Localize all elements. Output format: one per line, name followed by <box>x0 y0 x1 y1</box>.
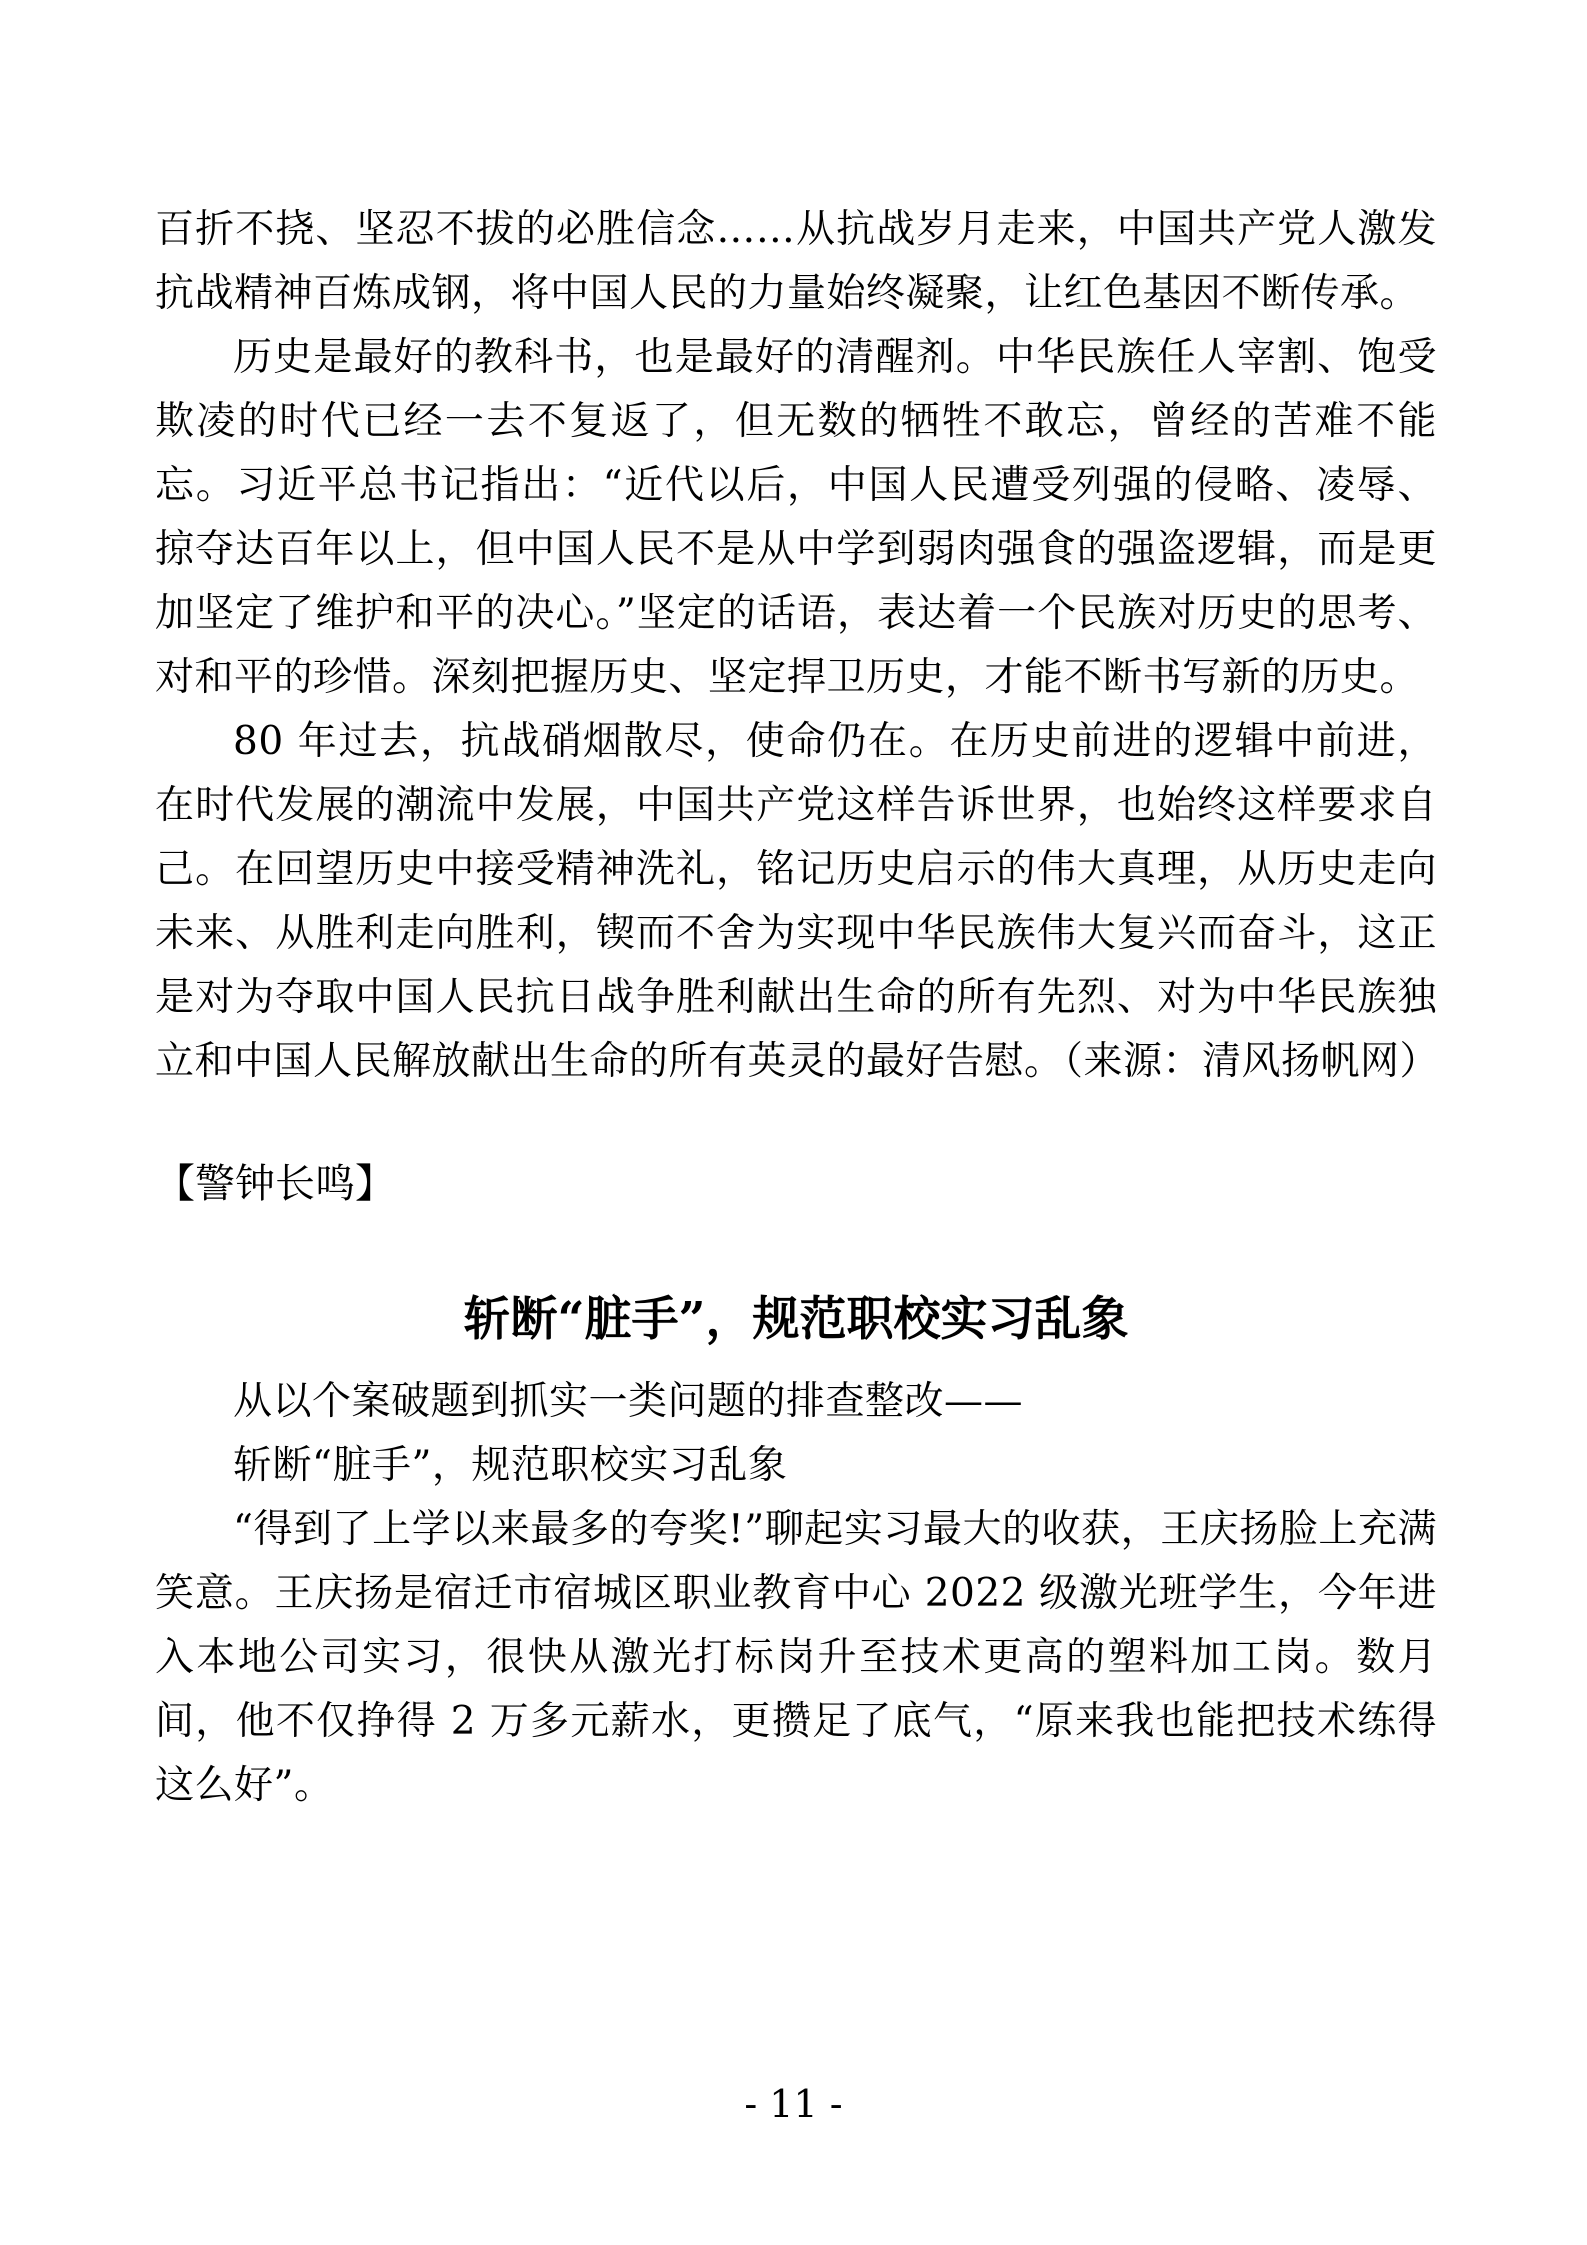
article-dek-line-2: 斩断“脏手”，规范职校实习乱象 <box>233 1443 788 1488</box>
page-content <box>155 198 1440 1818</box>
article-lead-paragraph: “得到了上学以来最多的夸奖!”聊起实习最大的收获，王庆扬脸上充满笑意。王庆扬是宿迁市宿城区职业教育中心 2022 级激光班学生，今年进入本地公司实习，很快从激光打标岗升至技术更高的塑料加工岗。数月间，他不仅挣得 2 万多元薪水，更攒足了底气，“原来我也能把技术练得这么好”。 <box>155 1507 1437 1808</box>
body-paragraph-continuation: 百折不挠、坚忍不拔的必胜信念……从抗战岁月走来，中国共产党人激发抗战精神百炼成钢，将中国人民的力量始终凝聚，让红色基因不断传承。 <box>155 207 1437 316</box>
body-paragraph-history: 历史是最好的教科书，也是最好的清醒剂。中华民族任人宰割、饱受欺凌的时代已经一去不复返了，但无数的牺牲不敢忘，曾经的苦难不能忘。习近平总书记指出：“近代以后，中国人民遭受列强的侵略、凌辱、掠夺达百年以上，但中国人民不是从中学到弱肉强食的强盗逻辑，而是更加坚定了维护和平的决心。”坚定的话语，表达着一个民族对历史的思考、对和平的珍惜。深刻把握历史、坚定捍卫历史，才能不断书写新的历史。 <box>155 335 1437 700</box>
page-number: - 11 - <box>744 2082 843 2126</box>
body-paragraph-80-years: 80 年过去，抗战硝烟散尽，使命仍在。在历史前进的逻辑中前进，在时代发展的潮流中发展，中国共产党这样告诉世界，也始终这样要求自己。在回望历史中接受精神洗礼，铭记历史启示的伟大真理，从历史走向未来、从胜利走向胜利，锲而不舍为实现中华民族伟大复兴而奋斗，这正是对为夺取中国人民抗日战争胜利献出生命的所有先烈、对为中华民族独立和中国人民解放献出生命的所有英灵的最好告慰。（来源：清风扬帆网） <box>155 719 1440 1084</box>
article-title: 斩断“脏手”，规范职校实习乱象 <box>463 1292 1129 1347</box>
article-dek-line-1: 从以个案破题到抓实一类问题的排查整改—— <box>233 1379 1024 1424</box>
section-label-alarm-bell: 【警钟长鸣】 <box>155 1161 395 1207</box>
